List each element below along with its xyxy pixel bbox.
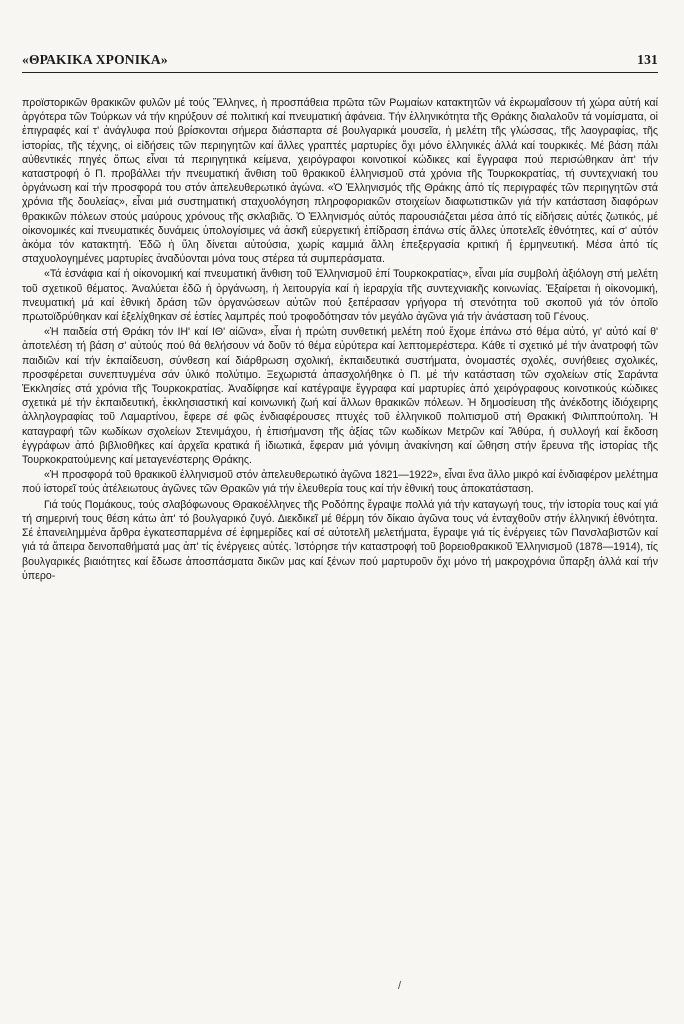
paragraph: «Τά ἐσνάφια καί ἡ οἰκονομική καί πνευματική ἄνθιση τοῦ Ἑλληνισμοῦ ἐπί Τουρκοκρατίας», εἶναι μία συμβολή ἀξιόλογη στή μελέτη τοῦ σχετικοῦ θέματος. Ἀναλύεται ἐδῶ ἡ ὀργάνωση, ἡ λειτουργία καί ἡ ἱεραρχία τῆς συντεχνιακῆς κοινωνίας. Ἐξαίρεται ἡ οἰκονομική, πνευματική μά καί ἐθνική δράση τῶν ὀργανώσεων αὐτῶν πού ξεπέρασαν γρήγορα τή στενότητα τοῦ σκοποῦ γιά τόν ὁποῖο πρωτοϊδρύθηκαν καί ἐξελίχθηκαν σέ ἑστίες λαμπρές πού τροφοδότησαν τόν μεγάλο ἀγῶνα γιά τήν ἀνάσταση τοῦ Γένους. [22,268,658,324]
paragraph: Γιά τούς Πομάκους, τούς σλαβόφωνους Θρακοέλληνες τῆς Ροδόπης ἔγραψε πολλά γιά τήν καταγωγή τους, τήν ἱστορία τους καί γιά τή σημερινή τους θέση κάτω ἀπ' τό βουλγαρικό ζυγό. Διεκδικεῖ μέ θέρμη τόν δίκαιο ἀγῶνα τους νά ἐνταχθοῦν στήν ἑλληνική ἐθνότητα. Σέ ἐπανειλημμένα ἄρθρα ἐγκατεσπαρμένα σέ ἐφημερίδες καί σέ αὐτοτελῆ μελετήματα, ἔγραψε γιά τίς ἐνέργειες τῶν Πανσλαβιστῶν καί γιά τά ἄπειρα δεινοπαθήματά μας ἀπ' τίς ἐνέργειες αὐτές. Ἱστόρησε τήν καταστροφή τοῦ βορειοθρακικοῦ Ἑλληνισμοῦ (1878—1914), τίς βουλγαρικές βιαιότητες καί ἔδωσε ἀποσπάσματα δικῶν μας καί ξένων πού μαρτυροῦν ὄχι μόνο τή μακροχρόνια ὕπαρξη ἀλλά καί τήν ὑπερο- [22,498,658,582]
paragraph: «Ἡ προσφορά τοῦ θρακικοῦ ἑλληνισμοῦ στόν ἀπελευθερωτικό ἀγῶνα 1821—1922», εἶναι ἕνα ἄλλο μικρό καί ἐνδιαφέρον μελέτημα πού ἱστορεῖ τούς ἀτέλειωτους ἀγῶνες τῶν Θρακῶν γιά τήν ἐλευθερία τους καί τήν ἐθνική τους ἀποκατάσταση. [22,469,658,496]
paragraph: προϊστορικῶν θρακικῶν φυλῶν μέ τούς Ἕλληνες, ἡ προσπάθεια πρῶτα τῶν Ρωμαίων κατακτητῶν νά ἐκρωμαΐσουν τή χώρα αὐτή καί ἀργότερα τῶν Τούρκων νά τήν κηρύξουν σέ πολιτική καί πνευματική ἀφάνεια. Τήν ἑλληνικότητα τῆς Θράκης διαλαλοῦν τά νομίσματα, οἱ ἐπιγραφές καί τ' ἀνάγλυφα πού βρίσκονται σήμερα διάσπαρτα σέ βουλγαρικά μουσεῖα, ἡ μελέτη τῆς γλώσσας, τῆς λαογραφίας, τῆς ἱστορίας, τῆς τέχνης, οἱ εἰδήσεις τῶν περιηγητῶν καί ἄλλες γραπτές μαρτυρίες ὄχι μόνο ἑλληνικές ἀλλά καί τουρκικές. Μέ βάση πάλι αὐθεντικές πηγές ὅπως εἶναι τά περιηγητικά κείμενα, χειρόγραφοι κοινοτικοί κώδικες καί ἔγγραφα πού περισώθηκαν ἀπ' τήν καταστροφή ὁ Π. προβάλλει τήν πνευματική ἄνθιση τοῦ θρακικοῦ ἑλληνισμοῦ στά χρόνια τῆς Τουρκοκρατίας, τή συντεχνιακή του ὀργάνωση καί τήν προσφορά του στόν ἀπελευθερωτικό ἀγώνα. «Ὁ Ἑλληνισμός τῆς Θράκης ἀπό τίς περιγραφές τῶν περιηγητῶν στά χρόνια τῆς δουλείας», εἶναι μιά συστηματική σταχυολόγηση πληροφοριακῶν στοιχείων διαφωτιστικῶν γιά τήν κατάσταση διαφόρων θρακικῶν πόλεων στούς μαύρους χρόνους τῆς σκλαβιᾶς. Ὁ Ἑλληνισμός αὐτός παρουσιάζεται μέσα ἀπό τίς εἰδήσεις αὐτές ζωτικός, μέ οἰκονομικές καί πνευματικές δυνάμεις ὑπολογίσιμες νά ἀσκῆ εὐεργετική ἐπίδραση ἐπάνω στίς ἄλλες ὑποτελεῖς ἐθνότητες, καί σ' αὐτόν ἀκόμα τόν κατακτητή. Ἐδῶ ἡ ὕλη δίνεται αὐτούσια, χωρίς καμμιά ἄλλη ἐπεξεργασία κριτική ἤ ἑρμηνευτική. Μέσα ἀπό τίς σταχυολογημένες μαρτυρίες ἀναδύονται μόνα τους στέρεα τά συμπεράσματα. [22,97,658,266]
header-rule [22,72,658,73]
journal-title: «ΘΡΑΚΙΚΑ ΧΡΟΝΙΚΑ» [22,52,168,67]
page-number: 131 [637,52,658,67]
running-header [22,52,658,68]
stray-mark: / [398,980,402,992]
article-body [22,96,658,584]
paragraph: «Ἡ παιδεία στή Θράκη τόν ΙΗ' καί ΙΘ' αἰῶνα», εἶναι ἡ πρώτη συνθετική μελέτη πού ἔχομε ἐπάνω στό θέμα αὐτό, γι' αὐτό καί θ' ἀποτελέση τή βάση σ' αὐτούς πού θά θελήσουν νά δοῦν τό θέμα εὐρύτερα καί λεπτομερέστερα. Κάθε τί σχετικό μέ τήν ἀνατροφή τῶν παιδιῶν καί τήν ἐκπαίδευση, σύνθεση καί διάρθρωση σχολική, ἐκπαιδευτικά συστήματα, ὀνομαστές σχολές, συνήθειες σχολικές, προσφέρεται συνεπτυγμένα σάν ὑλικό πολύτιμο. Ξεχωριστά ἀπασχολήθηκε ὁ Π. μέ τήν κατάσταση τῶν σχολείων στίς Σαράντα Ἐκκλησίες στά χρόνια τῆς Τουρκοκρατίας. Ἀναδίφησε καί κατέγραψε ἔγγραφα καί μαρτυρίες ἀπό χειρόγραφους κοινοτικούς κώδικες σχετικά μέ τήν ἐκπαιδευτική, ἐκκλησιαστική καί κοινωνική ζωή καί ἄλλων θρακικῶν πόλεων. Ἡ δημοσίευση τῆς ἀνέκδοτης ἰδιόχειρης ἀλληλογραφίας τοῦ Λαμαρτίνου, ἔφερε σέ φῶς ἐνδιαφέρουσες πτυχές τοῦ ἑλληνικοῦ πολιτισμοῦ στή Θρακική Φιλιππούπολη. Ἡ καταγραφή τῶν κωδίκων σχολείων Στενιμάχου, ἡ ἐπισήμανση τῆς ἀξίας τῶν κωδίκων Μετρῶν καί Ἄθύρα, ἡ συλλογή καί ἔκδοση ἐγγράφων ἀπό βιβλιοθῆκες καί ἀρχεῖα κρατικά ἤ ἰδιωτικά, ἔφεραν μιά γόνιμη ἀνακίνηση καί ὤθηση στήν ἔρευνα τῆς ἱστορίας τῆς Τουρκοκρατούμενης καί μεταγενέστερης Θράκης. [22,326,658,467]
